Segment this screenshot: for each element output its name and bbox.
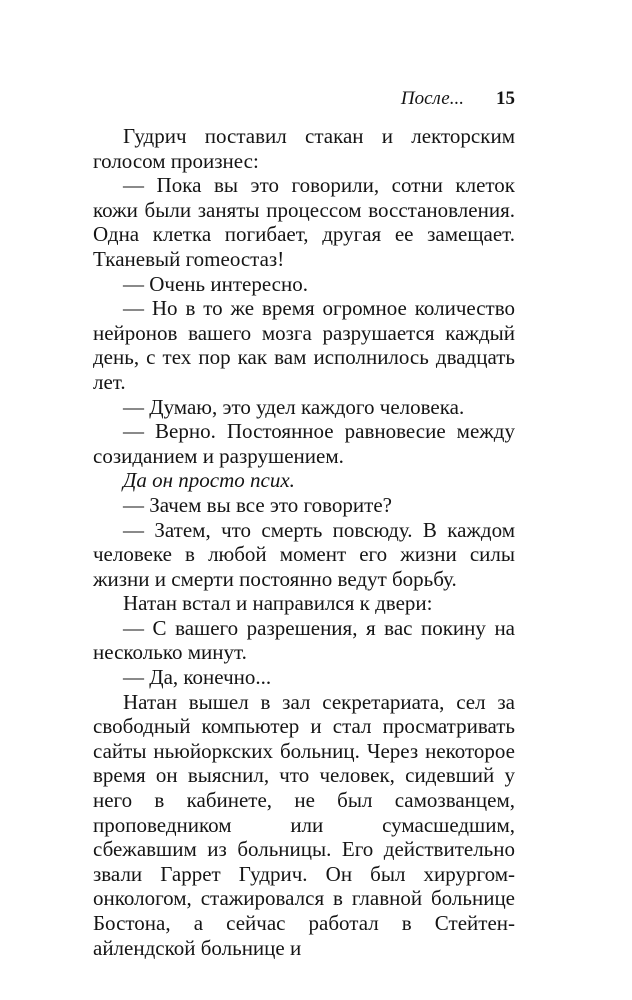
running-title: После... [400,88,464,109]
paragraph: — С вашего разрешения, я вас покину на несколько минут. [93,615,515,665]
paragraph: Натан встал и направился к двери: [123,591,433,616]
body-text [93,124,515,960]
page-number: 15 [496,88,515,109]
paragraph: — Да, конечно... [123,665,272,690]
paragraph: — Пока вы это говорили, сотни клеток кожи были заняты процессом восстановления. Одна клетка погибает, другая ее замещает. Тканевый гоmеостаз! [93,173,515,271]
page-header [90,87,515,111]
paragraph: — Затем, что смерть повсюду. В каждом человеке в любой момент его жизни силы жизни и смерти постоянно ведут борьбу. [93,517,515,591]
italic-thought: Да он просто псих. [123,468,295,493]
paragraph: — Думаю, это удел каждого человека. [123,394,465,419]
paragraph: Натан вышел в зал секретариата, сел за свободный компьютер и стал просматривать сайты ньюйоркских больниц. Через некоторое время он выяснил, что человек, сидевший у него в кабинете, не был самозванцем, проповедником или сумасшедшим, сбежавшим из больницы. Его действительно звали Гаррет Гудрич. Он был хирургом-онкологом, стажировался в главной больнице Бостона, а сейчас работал в Стейтен-айлендской больнице и [93,689,515,960]
paragraph: — Верно. Постоянное равновесие между созиданием и разрушением. [93,419,515,468]
paragraph: Гудрич поставил стакан и лекторским голосом произнес: [93,124,515,173]
paragraph: — Но в то же время огромное количество нейронов вашего мозга разрушается каждый день, с тех пор как вам исполнилось двадцать лет. [93,296,515,394]
paragraph: — Очень интересно. [123,271,308,296]
paragraph: — Зачем вы все это говорите? [123,492,392,517]
